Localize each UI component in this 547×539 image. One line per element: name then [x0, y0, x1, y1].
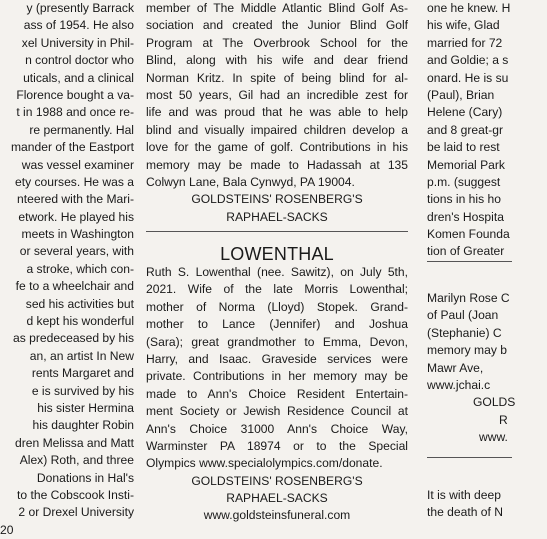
- text-line: 20: [0, 522, 14, 537]
- text-line: nteered with the Mari-: [17, 192, 134, 207]
- text-line: dren Melissa and Matt: [15, 435, 134, 450]
- text-line: Helene (Cary): [427, 105, 503, 120]
- signature-line: GOLDSTEINS' ROSENBERG'S: [191, 473, 363, 488]
- right-upper-text: [427, 0, 547, 261]
- text-line: onard. He is su: [427, 70, 509, 85]
- right-divider-1: [427, 261, 512, 262]
- text-line: xel University in Phil-: [21, 35, 134, 50]
- text-line: ment Society or Jewish Residence Council at: [146, 404, 408, 419]
- text-line: 2 or Drexel University: [18, 505, 134, 520]
- text-line: etwork. He played his: [18, 209, 134, 224]
- text-line: made to Ann's Choice Resident Entertain-: [146, 386, 408, 401]
- text-line: most 50 years, Gil had an incredible zest for: [146, 87, 408, 102]
- lowenthal-obituary: [146, 264, 408, 525]
- text-line: married for 72: [427, 35, 503, 50]
- text-line: Memorial Park: [427, 157, 505, 172]
- text-line: y (presently Barrack: [26, 1, 134, 15]
- left-column-text: [0, 0, 134, 539]
- text-line: dren's Hospita: [427, 209, 504, 224]
- left-obituary-column: [0, 0, 134, 539]
- text-line: ety courses. He was a: [15, 174, 134, 189]
- text-line: member of The Middle Atlantic Blind Golf As-: [146, 1, 408, 15]
- text-line: life and was proud that he was able to help: [146, 105, 408, 120]
- text-line: www.jchai.c: [427, 377, 491, 392]
- signature-line: RAPHAEL-SACKS: [226, 491, 328, 506]
- text-line: p.m. (suggest: [427, 174, 501, 189]
- text-line: memory may be made to Hadassah at 135: [146, 157, 408, 172]
- text-line: ass of 1954. He also: [23, 18, 134, 33]
- text-line: his daughter Robin: [32, 418, 134, 433]
- text-line: his sister Hermina: [37, 400, 134, 415]
- right-divider-2: [427, 457, 512, 458]
- section-divider: [146, 231, 408, 232]
- text-line: 2021. Wife of the late Morris Lowenthal;: [146, 282, 408, 297]
- text-line: tion of Greater: [427, 244, 505, 259]
- text-line: or several years, with: [19, 244, 134, 259]
- text-line: rents Margaret and: [31, 366, 134, 381]
- middle-obituary-column: [146, 0, 408, 226]
- text-line: (Paul), Brian: [427, 87, 495, 102]
- text-line: e is survived by his: [31, 383, 134, 398]
- text-line: (Stephanie) C: [427, 325, 502, 340]
- right-middle-obituary: [427, 290, 547, 447]
- text-line: d kept his wonderful: [26, 314, 134, 329]
- text-line: Warminster PA 18974 or to the Special: [146, 438, 408, 453]
- text-line: blind and visually impaired children develop a: [146, 122, 408, 137]
- text-line: a stroke, which con-: [26, 261, 134, 276]
- text-line: Komen Founda: [427, 227, 510, 242]
- text-line: It is with deep: [427, 488, 501, 502]
- text-line: was vessel examiner: [21, 157, 134, 172]
- right-middle-text: [427, 290, 547, 394]
- right-lower-obituary: [427, 487, 547, 522]
- text-line: tions in his ho: [427, 192, 501, 207]
- text-line: Alex) Roth, and three: [19, 453, 134, 468]
- signature-line: RAPHAEL-SACKS: [226, 209, 328, 224]
- text-line: the death of N: [427, 505, 503, 520]
- text-line: Florence bought a va-: [16, 87, 134, 102]
- text-line: n control doctor who: [25, 53, 134, 68]
- text-line: Blind, along with his wife and dear friend: [146, 53, 408, 68]
- text-line: Program at The Overbrook School for the: [146, 35, 408, 50]
- text-line: love for the game of golf. Contributions in his: [146, 140, 408, 155]
- text-line: one he knew. H: [427, 1, 511, 15]
- upper-funeral-home-signature: [146, 191, 408, 226]
- text-line: be laid to rest: [427, 140, 500, 155]
- text-line: memory may b: [427, 343, 507, 358]
- text-line: mother to Lance (Jennifer) and Joshua: [146, 317, 408, 332]
- text-line: sed his activities but: [25, 296, 134, 311]
- signature-line: GOLDS: [473, 395, 516, 410]
- text-line: t in 1988 and once re-: [16, 105, 134, 120]
- text-line: of Paul (Joan: [427, 308, 499, 323]
- signature-line: www.: [479, 430, 508, 445]
- right-lower-text: [427, 487, 547, 522]
- text-line: Colwyn Lane, Bala Cynwyd, PA 19004.: [146, 174, 355, 189]
- text-line: private. Contributions in her memory may be: [146, 369, 408, 384]
- obituary-headline: LOWENTHAL: [220, 244, 334, 264]
- text-line: Norman Kritz. In spite of being blind for al-: [146, 70, 408, 85]
- text-line: Olympics www.specialolympics.com/donate.: [146, 456, 383, 471]
- text-line: uticals, and a clinical: [23, 70, 134, 85]
- right-middle-signature: [427, 394, 547, 446]
- text-line: as predeceased by his: [12, 331, 134, 346]
- text-line: his wife, Glad: [427, 18, 500, 33]
- text-line: Donations in Hal's: [36, 470, 134, 485]
- text-line: an, an artist In New: [29, 348, 134, 363]
- text-line: and 8 great-gr: [427, 122, 503, 137]
- text-line: Ann's Choice 31000 Ann's Choice Way,: [146, 421, 408, 436]
- text-line: Mawr Ave,: [427, 360, 484, 375]
- text-line: Harry, and Isaac. Graveside services were: [146, 351, 408, 366]
- text-line: fe to a wheelchair and: [15, 279, 134, 294]
- upper-obituary-text: [146, 0, 408, 191]
- lower-funeral-home-signature: [146, 473, 408, 525]
- right-obituary-column: [427, 0, 547, 261]
- text-line: mother of Norma (Lloyd) Stopek. Grand-: [146, 299, 408, 314]
- text-line: Ruth S. Lowenthal (nee. Sawitz), on July 5th,: [146, 265, 408, 279]
- signature-line: GOLDSTEINS' ROSENBERG'S: [191, 192, 363, 207]
- text-line: sociation and created the Junior Blind Golf: [146, 18, 408, 33]
- signature-line: R: [499, 412, 508, 427]
- text-line: re permanently. Hal: [29, 122, 134, 137]
- text-line: Marilyn Rose C: [427, 291, 510, 305]
- signature-line: www.goldsteinsfuneral.com: [203, 508, 351, 523]
- text-line: meets in Washington: [21, 227, 134, 242]
- text-line: mander of the Eastport: [10, 140, 134, 155]
- text-line: to the Cobscook Insti-: [17, 487, 134, 502]
- text-line: (Sara); great grandmother to Emma, Devon,: [146, 334, 408, 349]
- text-line: and Goldie; a s: [427, 53, 509, 68]
- lowenthal-obituary-text: [146, 264, 408, 473]
